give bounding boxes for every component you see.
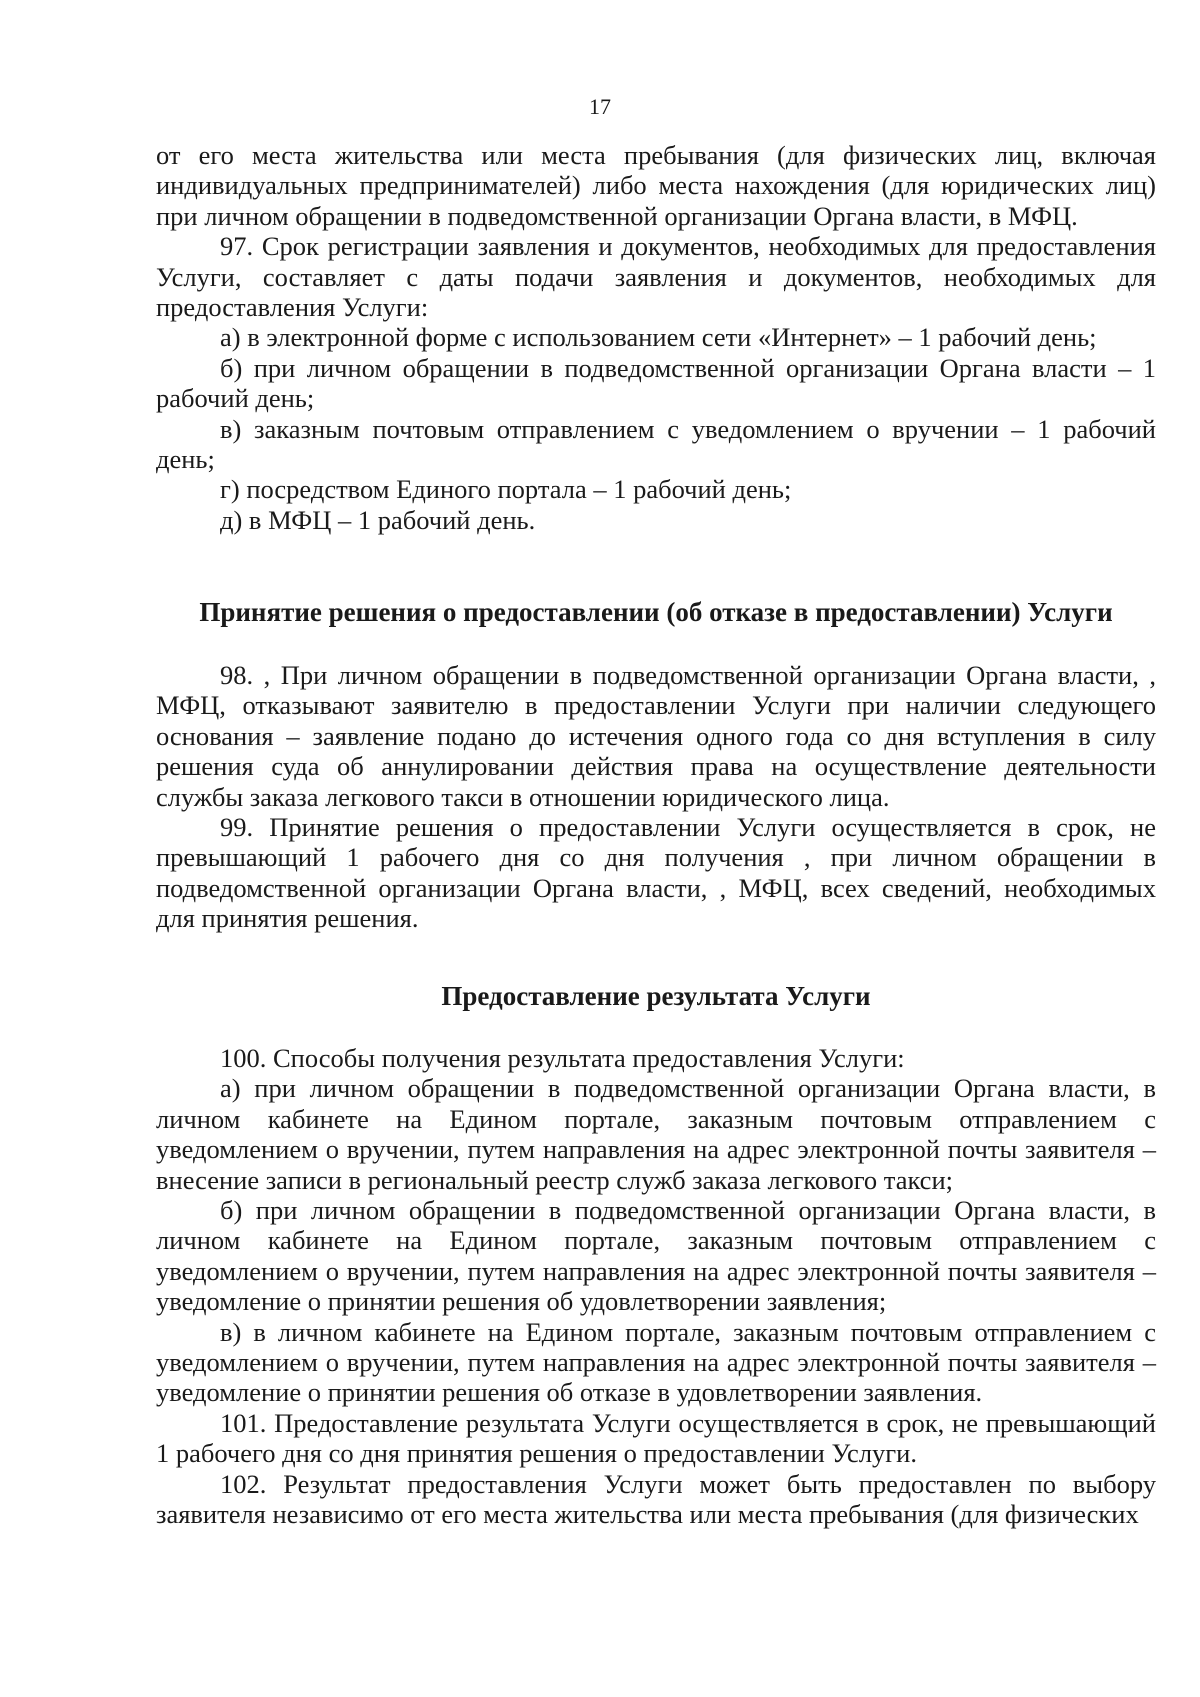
paragraph-97c: в) заказным почтовым отправлением с уведомлением о вручении – 1 рабочий день; — [156, 413, 1156, 475]
section-heading-result: Предоставление результата Услуги — [441, 981, 871, 1011]
paragraph-97a: а) в электронной форме с использованием сети «Интернет» – 1 рабочий день; — [220, 322, 1097, 353]
paragraph-100c: в) в личном кабинете на Едином портале, заказным почтовым отправлением с уведомлением о вручении, путем направления на адрес электронной почты заявителя – уведомление о принятии решения об отказе в удовлетворении заявления. — [156, 1316, 1156, 1408]
paragraph-97d: г) посредством Единого портала – 1 рабочий день; — [220, 474, 792, 505]
paragraph-100b: б) при личном обращении в подведомственной организации Органа власти, в личном кабинете на Едином портале, заказным почтовым отправлением с уведомлением о вручении, путем направления на адрес электронной почты заявителя – уведомление о принятии решения об удовлетворении заявления; — [156, 1195, 1156, 1317]
section-heading-decision: Принятие решения о предоставлении (об отказе в предоставлении) Услуги — [199, 597, 1113, 627]
page-number: 17 — [589, 94, 611, 119]
section-decision — [156, 660, 1156, 934]
paragraph-97e: д) в МФЦ – 1 рабочий день. — [220, 504, 536, 535]
paragraph-102: 102. Результат предоставления Услуги может быть предоставлен по выбору заявителя независимо от его места жительства или места пребывания (для физических — [156, 1468, 1156, 1530]
section-result — [156, 1043, 1156, 1530]
paragraph-99: 99. Принятие решения о предоставлении Услуги осуществляется в срок, не превышающий 1 рабочего дня со дня получения , при личном обращении в подведомственной организации Органа власти, , МФЦ, всех сведений, необходимых для принятия решения. — [156, 812, 1156, 934]
paragraph-continuation: от его места жительства или места пребывания (для физических лиц, включая индивидуальных предпринимателей) либо места нахождения (для юридических лиц) при личном обращении в подведомственной организации Органа власти, в МФЦ. — [156, 140, 1156, 231]
paragraph-97: 97. Срок регистрации заявления и документов, необходимых для предоставления Услуги, составляет с даты подачи заявления и документов, необходимых для предоставления Услуги: — [156, 231, 1156, 323]
paragraph-98: 98. , При личном обращении в подведомственной организации Органа власти, , МФЦ, отказывают заявителю в предоставлении Услуги при наличии следующего основания – заявление подано до истечения одного года со дня вступления в силу решения суда об аннулировании действия права на осуществление деятельности службы заказа легкового такси в отношении юридического лица. — [156, 660, 1156, 812]
paragraph-100a: а) при личном обращении в подведомственной организации Органа власти, в личном кабинете на Едином портале, заказным почтовым отправлением с уведомлением о вручении, путем направления на адрес электронной почты заявителя – внесение записи в региональный реестр служб заказа легкового такси; — [156, 1073, 1156, 1195]
paragraph-97b: б) при личном обращении в подведомственной организации Органа власти – 1 рабочий день; — [156, 352, 1156, 414]
section-registration — [156, 140, 1156, 535]
paragraph-100: 100. Способы получения результата предоставления Услуги: — [220, 1043, 905, 1073]
paragraph-101: 101. Предоставление результата Услуги осуществляется в срок, не превышающий 1 рабочего дня со дня принятия решения о предоставлении Услуги. — [156, 1407, 1156, 1469]
